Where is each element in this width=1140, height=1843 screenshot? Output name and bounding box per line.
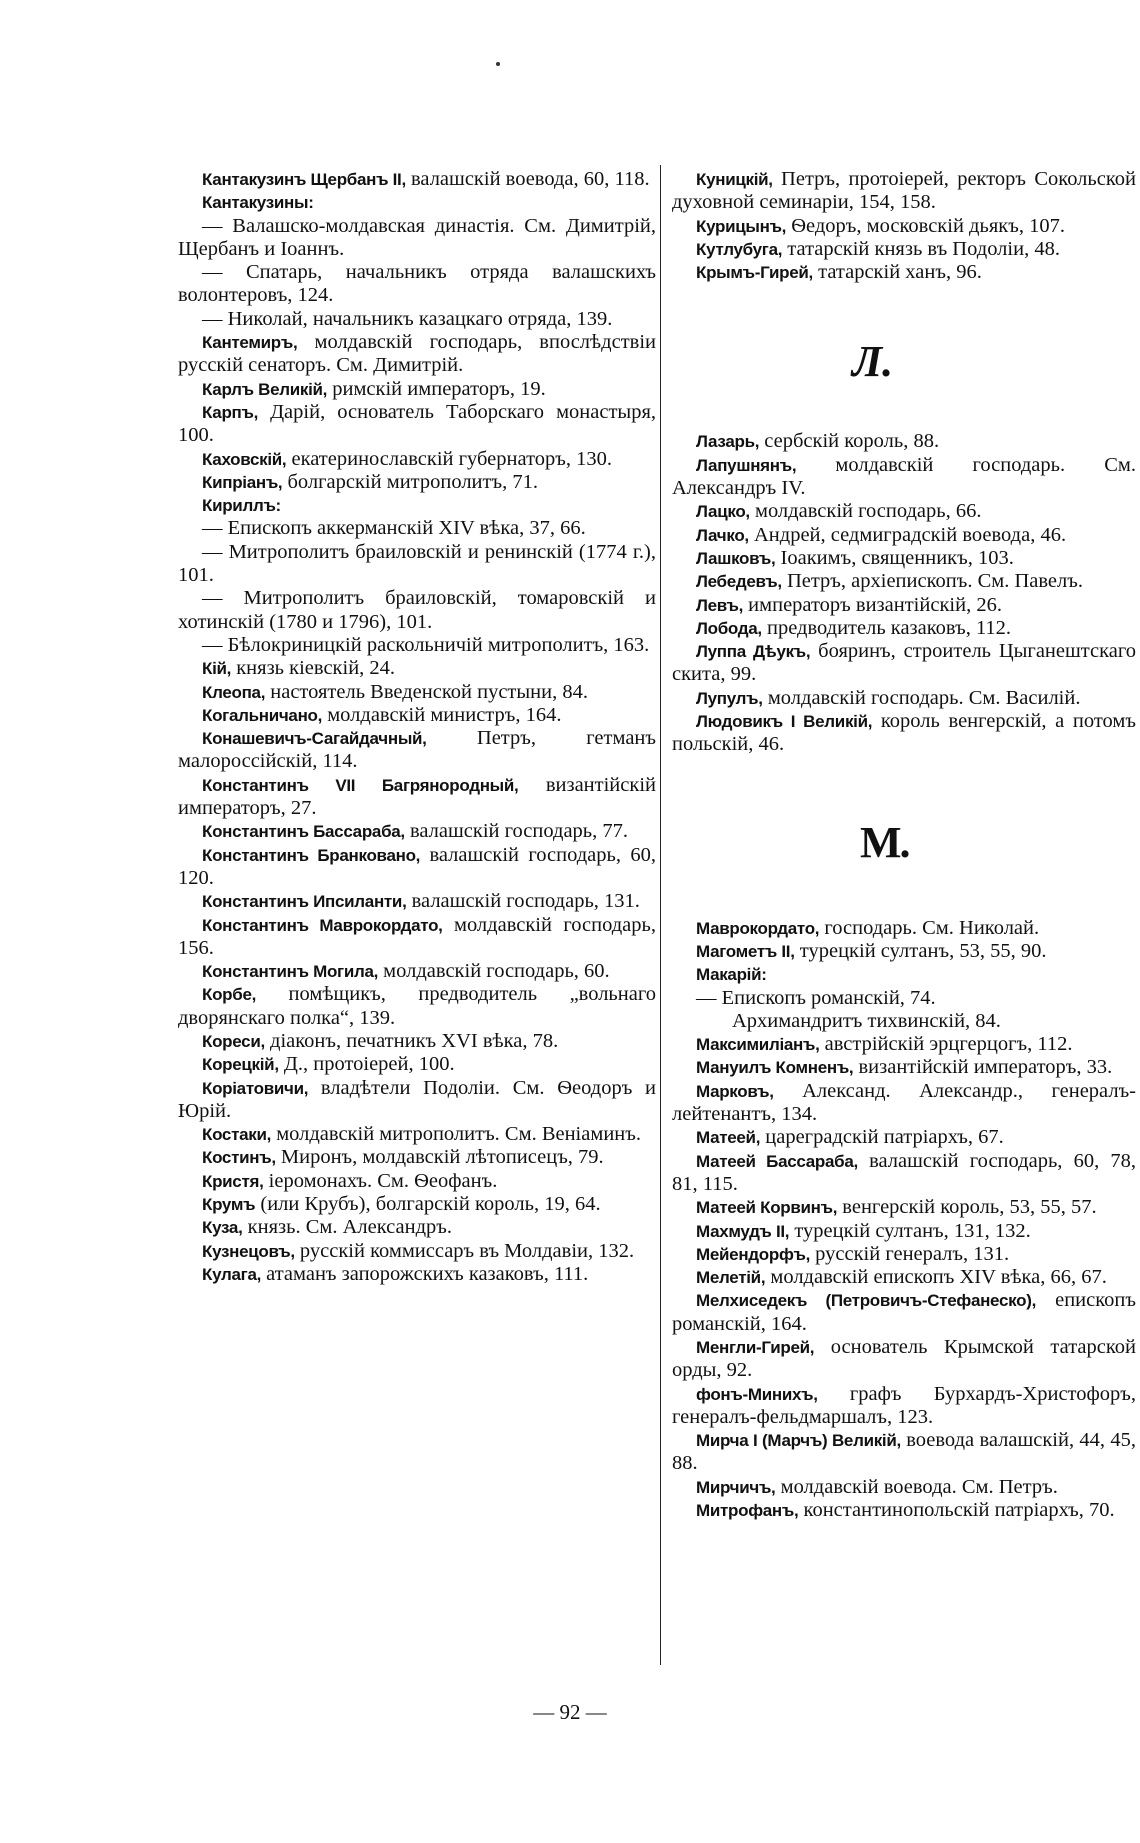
- entry-headword: Мейендорфъ,: [696, 1244, 811, 1264]
- entry-headword: Матеей,: [696, 1128, 761, 1148]
- index-entry: [672, 570, 1136, 593]
- entry-headword: Менгли-Гирей,: [696, 1337, 815, 1357]
- entry-headword: Кореси,: [202, 1031, 265, 1051]
- entry-text: — Епископъ аккерманскій XIV вѣка, 37, 66.: [202, 517, 586, 540]
- index-entry: [672, 238, 1136, 261]
- index-entry: [672, 963, 1136, 986]
- entry-text: валашскій господарь, 60, 78, 81, 115.: [672, 1149, 1136, 1195]
- entry-text: господарь. См. Николай.: [819, 916, 1040, 939]
- index-entry: [178, 401, 656, 448]
- entry-text: — Валашско-молдавская династія. См. Димитрій, Щербанъ и Іоаннъ.: [178, 214, 656, 260]
- index-entry: [672, 454, 1136, 501]
- index-entry: [178, 448, 656, 471]
- entry-headword: фонъ-Минихъ,: [696, 1384, 818, 1404]
- entry-text: помѣщикъ, предводитель „вольнаго дворянскаго полка“, 139.: [178, 983, 656, 1029]
- entry-headword: Куза,: [202, 1218, 243, 1238]
- entry-headword: Мирча I (Марчъ) Великій,: [696, 1431, 901, 1451]
- index-entry: [178, 191, 656, 214]
- index-entry: [672, 917, 1136, 940]
- index-entry: [178, 634, 656, 657]
- entry-text: турецкій султанъ, 53, 55, 90.: [794, 939, 1047, 962]
- index-entry: [178, 1123, 656, 1146]
- entry-headword: Матеей Бассараба,: [696, 1151, 858, 1171]
- entry-text: молдавскій митрополитъ. См. Веніаминъ.: [271, 1123, 641, 1146]
- index-entry: [178, 960, 656, 983]
- entry-headword: Константинъ Бранковано,: [202, 845, 421, 865]
- entry-text: воевода валашскій, 44, 45, 88.: [672, 1429, 1136, 1475]
- entry-text: византійскій императоръ, 27.: [178, 773, 657, 820]
- entry-text: владѣтели Подоліи. См. Ѳеодоръ и Юрій.: [178, 1076, 656, 1122]
- entry-text: князь. См. Александръ.: [242, 1216, 452, 1239]
- entry-headword: Лобода,: [696, 618, 762, 638]
- entry-text: — Митрополитъ браиловскій, томаровскій и хотинскій (1780 и 1796), 101.: [178, 587, 656, 633]
- entry-headword: Магометъ II,: [696, 941, 795, 961]
- entry-text: молдавскій господарь. См. Василій.: [762, 686, 1081, 709]
- index-entry: [672, 1126, 1136, 1149]
- index-entry: [178, 1263, 656, 1286]
- entry-text: молдавскій господарь, впослѣдствіи русскій сенаторъ. См. Димитрій.: [178, 331, 656, 377]
- index-entry: [178, 657, 656, 680]
- index-entry: [178, 774, 656, 821]
- entry-text: діаконъ, печатникъ XVI вѣка, 78.: [264, 1029, 559, 1052]
- entry-headword: Кій,: [202, 659, 232, 679]
- entry-text: цареградскій патріархъ, 67.: [760, 1126, 1004, 1149]
- index-entry: [672, 687, 1136, 710]
- entry-text: молдавскій епископъ XIV вѣка, 66, 67.: [765, 1266, 1107, 1289]
- index-entry: [178, 471, 656, 494]
- entry-headword: Марковъ,: [696, 1081, 774, 1101]
- entry-text: — Митрополитъ браиловскій и ренинскій (1774 г.), 101.: [178, 540, 656, 587]
- entry-headword: Лазарь,: [696, 432, 760, 452]
- entry-text: Петръ, архіепископъ. См. Павелъ.: [781, 570, 1083, 593]
- entry-text: — Николай, начальникъ казацкаго отряда, 139.: [202, 307, 613, 330]
- entry-text: молдавскій господарь. См. Александръ IV.: [672, 453, 1136, 500]
- entry-text: молдавскій министръ, 164.: [322, 703, 562, 726]
- index-entry: [178, 215, 656, 262]
- index-entry: [178, 1146, 656, 1169]
- entry-headword: Курицынъ,: [696, 216, 787, 236]
- index-entry: [672, 640, 1136, 687]
- index-entry: [178, 1030, 656, 1053]
- entry-text: настоятель Введенской пустыни, 84.: [265, 680, 588, 703]
- index-entry: [178, 1170, 656, 1193]
- index-entry: [178, 308, 656, 331]
- section-letter-l: Л.: [852, 337, 894, 387]
- index-entry: [672, 261, 1136, 284]
- entry-headword: Куницкій,: [696, 170, 773, 189]
- index-entry: [672, 594, 1136, 617]
- entry-headword: Когальничано,: [202, 705, 323, 725]
- index-entry: [178, 983, 656, 1030]
- entry-headword: Людовикъ I Великій,: [696, 712, 873, 732]
- index-entry: [178, 681, 656, 704]
- entry-text: основатель Крымской татарской орды, 92.: [672, 1335, 1136, 1382]
- index-entry: [672, 1010, 1136, 1033]
- entry-headword: Лашковъ,: [696, 548, 776, 568]
- entry-text: турецкій султанъ, 131, 132.: [789, 1219, 1031, 1242]
- entry-text: Ѳедоръ, московскій дьякъ, 107.: [786, 214, 1065, 237]
- entry-headword: Махмудъ II,: [696, 1221, 790, 1241]
- entry-text: Александ. Александр., генералъ-лейтенантъ, 134.: [672, 1079, 1136, 1126]
- entry-text: татарскій ханъ, 96.: [813, 261, 982, 284]
- entry-headword: Кириллъ:: [202, 496, 281, 516]
- index-entry: [672, 430, 1136, 453]
- entry-text: татарскій князь въ Подоліи, 48.: [782, 237, 1060, 260]
- entry-text: молдавскій господарь, 156.: [178, 913, 657, 959]
- entry-text: екатеринославскій губернаторъ, 130.: [286, 447, 612, 470]
- entry-headword: Кулага,: [202, 1264, 262, 1284]
- entry-text: — Бѣлокриницкій раскольничій митрополитъ, 163.: [202, 633, 650, 656]
- entry-text: — Спатарь, начальникъ отряда валашскихъ волонтеровъ, 124.: [178, 261, 656, 307]
- index-entry: [178, 261, 656, 308]
- index-entry: [672, 1080, 1136, 1127]
- index-entry: [672, 524, 1136, 547]
- index-entry: [178, 820, 656, 843]
- entry-headword: Матеей Корвинъ,: [696, 1198, 838, 1218]
- entry-headword: Корецкій,: [202, 1055, 279, 1075]
- index-section-k-continued: [672, 168, 1136, 284]
- entry-text: римскій императоръ, 19.: [327, 377, 546, 400]
- index-entry: [672, 1266, 1136, 1289]
- index-entry: [672, 1220, 1136, 1243]
- entry-headword: Маврокордато,: [696, 918, 820, 938]
- entry-text: іеромонахъ. См. Ѳеофанъ.: [263, 1169, 498, 1192]
- entry-text: византійскій императоръ, 33.: [853, 1056, 1113, 1079]
- entry-headword: Мелетій,: [696, 1268, 766, 1288]
- entry-headword: Мирчичъ,: [696, 1477, 776, 1497]
- print-speck: [496, 62, 500, 66]
- entry-text: Андрей, седмиградскій воевода, 46.: [748, 523, 1067, 546]
- section-letter-m: М.: [860, 817, 909, 867]
- entry-text: Архимандритъ тихвинскій, 84.: [732, 1009, 1001, 1032]
- index-entry: [178, 168, 656, 191]
- entry-text: Петръ, протоіерей, ректоръ Сокольской духовной семинаріи, 154, 158.: [672, 168, 1136, 214]
- entry-headword: Костаки,: [202, 1125, 272, 1145]
- index-entry: [672, 1476, 1136, 1499]
- index-entry: [672, 940, 1136, 963]
- entry-headword: Мелхиседекъ (Петровичъ-Стефанеско),: [696, 1291, 1036, 1311]
- entry-text: Іоакимъ, священникъ, 103.: [775, 546, 1014, 569]
- index-entry: [672, 987, 1136, 1010]
- entry-headword: Коріатовичи,: [202, 1078, 309, 1098]
- entry-headword: Митрофанъ,: [696, 1501, 799, 1521]
- entry-text: князь кіевскій, 24.: [231, 657, 396, 680]
- index-entry: [178, 378, 656, 401]
- index-entry: [178, 914, 656, 961]
- entry-text: валашскій господарь, 77.: [404, 820, 629, 843]
- entry-headword: Константинъ Ипсиланти,: [202, 892, 407, 912]
- index-entry: [672, 1499, 1136, 1522]
- index-entry: [178, 587, 656, 634]
- index-entry: [178, 1193, 656, 1216]
- entry-text: предводитель казаковъ, 112.: [761, 616, 1012, 639]
- index-entry: [672, 1056, 1136, 1079]
- entry-text: валашскій господарь, 131.: [406, 890, 640, 913]
- entry-text: венгерскій король, 53, 55, 57.: [837, 1196, 1097, 1219]
- entry-headword: Карпъ,: [202, 402, 259, 422]
- index-entry: [672, 500, 1136, 523]
- entry-text: молдавскій господарь, 60.: [378, 960, 610, 983]
- entry-headword: Клеопа,: [202, 682, 266, 702]
- index-entry: [178, 1077, 656, 1124]
- entry-headword: Лупулъ,: [696, 688, 763, 708]
- index-entry: [672, 710, 1136, 757]
- index-column-right: [672, 168, 1136, 1522]
- entry-headword: Кантакузины:: [202, 193, 314, 213]
- index-entry: [672, 1033, 1136, 1056]
- entry-headword: Кузнецовъ,: [202, 1241, 295, 1261]
- entry-headword: Крымъ-Гирей,: [696, 263, 813, 283]
- entry-headword: Крумъ: [202, 1195, 256, 1215]
- index-entry: [672, 1150, 1136, 1197]
- index-entry: [178, 844, 656, 891]
- entry-headword: Луппа Дѣукъ,: [696, 642, 811, 662]
- index-entry: [178, 331, 656, 378]
- entry-headword: Карлъ Великій,: [202, 379, 328, 399]
- entry-text: графъ Бурхардъ-Христофоръ, генералъ-фельдмаршалъ, 123.: [672, 1382, 1136, 1428]
- index-entry: [672, 168, 1136, 215]
- entry-text: (или Крубъ), болгарскій король, 19, 64.: [255, 1193, 601, 1216]
- index-entry: [672, 215, 1136, 238]
- entry-text: константинопольскій патріархъ, 70.: [798, 1499, 1115, 1522]
- index-entry: [672, 1336, 1136, 1383]
- column-divider: [660, 165, 661, 1665]
- entry-headword: Константинъ VII Багрянородный,: [202, 775, 519, 795]
- entry-text: валашскій воевода, 60, 118.: [405, 168, 650, 190]
- entry-text: Миронъ, молдавскій лѣтописецъ, 79.: [275, 1146, 604, 1169]
- index-entry: [178, 517, 656, 540]
- index-entry: [178, 1240, 656, 1263]
- entry-text: Дарій, основатель Таборскаго монастыря, 100.: [178, 400, 656, 447]
- entry-text: валашскій господарь, 60, 120.: [178, 843, 656, 889]
- index-entry: [672, 617, 1136, 640]
- entry-headword: Кантемиръ,: [202, 333, 298, 353]
- index-entry: [672, 1429, 1136, 1476]
- entry-headword: Мануилъ Комненъ,: [696, 1058, 854, 1078]
- index-entry: [672, 1243, 1136, 1266]
- entry-headword: Константинъ Могила,: [202, 962, 379, 982]
- entry-text: Д., протоіерей, 100.: [278, 1053, 455, 1076]
- entry-text: австрійскій эрцгерцогъ, 112.: [819, 1033, 1073, 1056]
- index-entry: [178, 704, 656, 727]
- page-number: — 92 —: [533, 1700, 607, 1724]
- entry-headword: Корбе,: [202, 985, 257, 1005]
- entry-headword: Кристя,: [202, 1171, 264, 1191]
- entry-text: императоръ византійскій, 26.: [743, 593, 1002, 616]
- entry-text: молдавскій господарь, 66.: [749, 500, 982, 523]
- index-entry: [178, 1216, 656, 1239]
- index-entry: [178, 494, 656, 517]
- entry-headword: Костинъ,: [202, 1148, 276, 1168]
- entry-text: русскій коммиссаръ въ Молдавіи, 132.: [294, 1239, 635, 1262]
- entry-text: молдавскій воевода. См. Петръ.: [775, 1475, 1058, 1498]
- entry-headword: Конашевичъ-Сагайдачный,: [202, 729, 427, 749]
- index-entry: [178, 890, 656, 913]
- entry-text: король венгерскій, а потомъ польскій, 46.: [672, 710, 1136, 756]
- index-entry: [178, 1053, 656, 1076]
- index-entry: [672, 1289, 1136, 1336]
- entry-headword: Лацко,: [696, 502, 750, 522]
- entry-headword: Максимиліанъ,: [696, 1035, 820, 1055]
- entry-headword: Каховскій,: [202, 449, 287, 469]
- entry-headword: Лапушнянъ,: [696, 455, 797, 475]
- entry-text: болгарскій митрополитъ, 71.: [282, 470, 538, 493]
- entry-text: бояринъ, строитель Цыганештскаго скита, 99.: [672, 640, 1136, 686]
- entry-text: — Епископъ романскій, 74.: [696, 986, 936, 1009]
- entry-headword: Константинъ Бассараба,: [202, 822, 405, 842]
- entry-headword: Кипріанъ,: [202, 472, 283, 492]
- index-column-left: [178, 168, 656, 1286]
- entry-text: атаманъ запорожскихъ казаковъ, 111.: [261, 1262, 589, 1285]
- entry-text: епископъ романскій, 164.: [672, 1289, 1136, 1335]
- entry-headword: Кантакузинъ Щербанъ II,: [202, 170, 406, 189]
- index-section-m: [672, 917, 1136, 1523]
- entry-text: Петръ, гетманъ малороссійскій, 114.: [178, 727, 656, 773]
- index-entry: [672, 547, 1136, 570]
- entry-headword: Лачко,: [696, 525, 749, 545]
- entry-headword: Макарій:: [696, 965, 767, 985]
- index-entry: [178, 541, 656, 588]
- entry-headword: Константинъ Маврокордато,: [202, 915, 443, 935]
- entry-text: сербскій король, 88.: [759, 430, 940, 453]
- entry-headword: Левъ,: [696, 595, 744, 615]
- entry-text: русскій генералъ, 131.: [810, 1242, 1010, 1265]
- index-section-l: [672, 430, 1136, 756]
- entry-headword: Кутлубуга,: [696, 239, 783, 259]
- index-entry: [672, 1196, 1136, 1219]
- index-entry: [672, 1383, 1136, 1430]
- entry-headword: Лебедевъ,: [696, 572, 782, 592]
- index-entry: [178, 727, 656, 774]
